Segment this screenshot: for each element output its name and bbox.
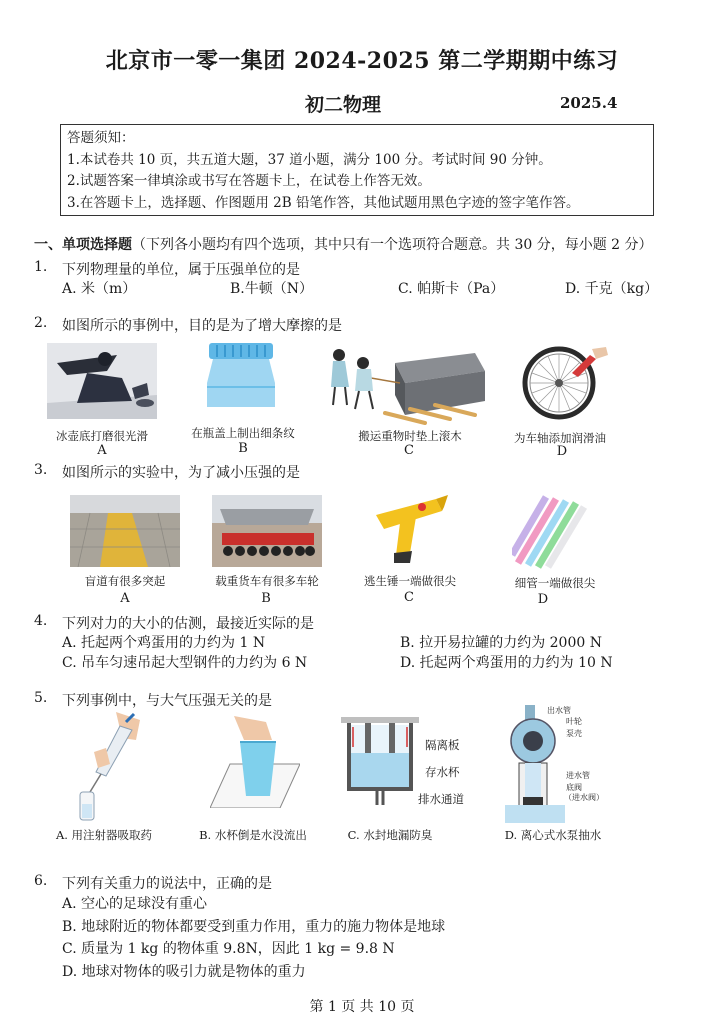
option-d: D. 托起两个鸡蛋用的力约为 10 N [400, 655, 613, 671]
section-label: 一、单项选择题 [34, 237, 132, 253]
letter-d: D [556, 444, 568, 459]
exam-date: 2025.4 [560, 94, 618, 112]
question-text: 下列事例中，与大气压强无关的是 [62, 693, 272, 709]
notice-line: 2.试题答案一律填涂或书写在答题卡上，在试卷上作答无效。 [67, 173, 431, 189]
inverted-cup-image [210, 716, 300, 808]
question-1 [0, 259, 724, 279]
centrifugal-pump-image [505, 705, 565, 823]
question-6 [0, 873, 724, 893]
caption-c: 搬运重物时垫上滚木 [358, 429, 462, 443]
notice-heading: 答题须知： [67, 130, 135, 146]
question-text: 如图所示的事例中，目的是为了增大摩擦的是 [62, 318, 342, 334]
option-c: C. 帕斯卡（Pa） [398, 281, 505, 297]
notice-line: 1.本试卷共 10 页，共五道大题，37 道小题，满分 100 分。考试时间 90 分钟。 [67, 151, 552, 168]
letter-a: A [97, 443, 107, 458]
notice-box [60, 124, 654, 216]
option-a: A. 米（m） [62, 281, 137, 297]
question-text: 下列物理量的单位，属于压强单位的是 [62, 262, 300, 278]
question-text: 如图所示的实验中，为了减小压强的是 [62, 465, 300, 481]
option-d: D. 千克（kg） [565, 281, 659, 297]
caption-a: 盲道有很多突起 [84, 574, 166, 588]
question-number: 1. [34, 259, 48, 275]
label-pump-shell: 泵壳 [566, 729, 582, 738]
option-b: B. 地球附近的物体都要受到重力作用，重力的施力物体是地球 [62, 919, 446, 935]
question-number: 3. [34, 462, 48, 478]
caption-a: 冰壶底打磨很光滑 [56, 429, 148, 443]
question-text: 下列对力的大小的估测，最接近实际的是 [62, 616, 314, 632]
question-number: 6. [34, 873, 48, 889]
option-a: A. 空心的足球没有重心 [62, 896, 208, 912]
bottle-cap-image [203, 343, 283, 407]
tactile-paving-image [70, 495, 180, 567]
truck-wheels-image [212, 495, 322, 567]
label-bottom-valve: 底阀 [566, 783, 582, 792]
caption-c: 逃生锤一端做很尖 [364, 574, 456, 588]
floor-drain-image [335, 713, 425, 805]
caption-b: 载重货车有很多车轮 [215, 574, 319, 588]
question-number: 4. [34, 613, 48, 629]
notice-line: 3.在答题卡上，选择题、作图题用 2B 铅笔作答，其他试题用黑色字迹的签字笔作答。 [67, 194, 580, 211]
label-outlet-pipe: 出水管 [547, 706, 571, 715]
option-a: A. 托起两个鸡蛋用的力约为 1 N [62, 635, 266, 651]
caption-d: 为车轴添加润滑油 [514, 431, 606, 445]
section-heading [34, 234, 653, 254]
letter-d: D [537, 592, 549, 607]
section-description: （下列各小题均有四个选项，其中只有一个选项符合题意。共 30 分，每小题 2 分） [132, 237, 653, 253]
question-3 [0, 462, 724, 482]
letter-b: B [261, 591, 271, 606]
question-text: 下列有关重力的说法中，正确的是 [62, 876, 272, 892]
letter-c: C [404, 443, 414, 458]
question-4 [0, 613, 724, 633]
letter-a: A [120, 591, 130, 606]
option-d: D. 地球对物体的吸引力就是物体的重力 [62, 964, 306, 980]
question-5 [0, 690, 724, 710]
label-water-cup: 存水杯 [425, 765, 460, 779]
label-impeller: 叶轮 [566, 717, 582, 726]
label-partition: 隔离板 [425, 738, 460, 752]
label-inlet-pipe: 进水管 [566, 771, 590, 780]
safety-hammer-image [370, 493, 450, 565]
option-b: B.牛顿（N） [230, 281, 313, 297]
caption-c: C. 水封地漏防臭 [347, 828, 433, 842]
letter-c: C [404, 590, 414, 605]
caption-d: 细管一端做很尖 [514, 576, 596, 590]
question-number: 2. [34, 315, 48, 331]
option-b: B. 拉开易拉罐的力约为 2000 N [400, 635, 602, 651]
syringe-image [76, 712, 154, 824]
subject-title: 初二物理 [305, 94, 382, 116]
exam-title: 北京市一零一集团 2024-2025 第二学期期中练习 [105, 48, 619, 74]
page-footer: 第 1 页 共 10 页 [309, 999, 415, 1015]
letter-b: B [238, 441, 248, 456]
caption-b: 在瓶盖上制出细条纹 [191, 426, 295, 440]
label-inlet-valve: （进水阀） [564, 793, 604, 802]
straws-image [512, 491, 590, 569]
option-c: C. 质量为 1 kg 的物体重 9.8N，因此 1 kg = 9.8 N [62, 941, 395, 957]
label-drain-channel: 排水通道 [418, 792, 464, 806]
bike-wheel-image [512, 343, 610, 421]
question-2 [0, 315, 724, 335]
curling-image [47, 343, 157, 419]
caption-d: D. 离心式水泵抽水 [504, 828, 602, 842]
caption-a: A. 用注射器吸取药 [55, 828, 153, 842]
rollers-image [325, 343, 493, 425]
option-c: C. 吊车匀速吊起大型钢件的力约为 6 N [62, 655, 308, 671]
question-number: 5. [34, 690, 48, 706]
caption-b: B. 水杯倒是水没流出 [199, 828, 307, 842]
